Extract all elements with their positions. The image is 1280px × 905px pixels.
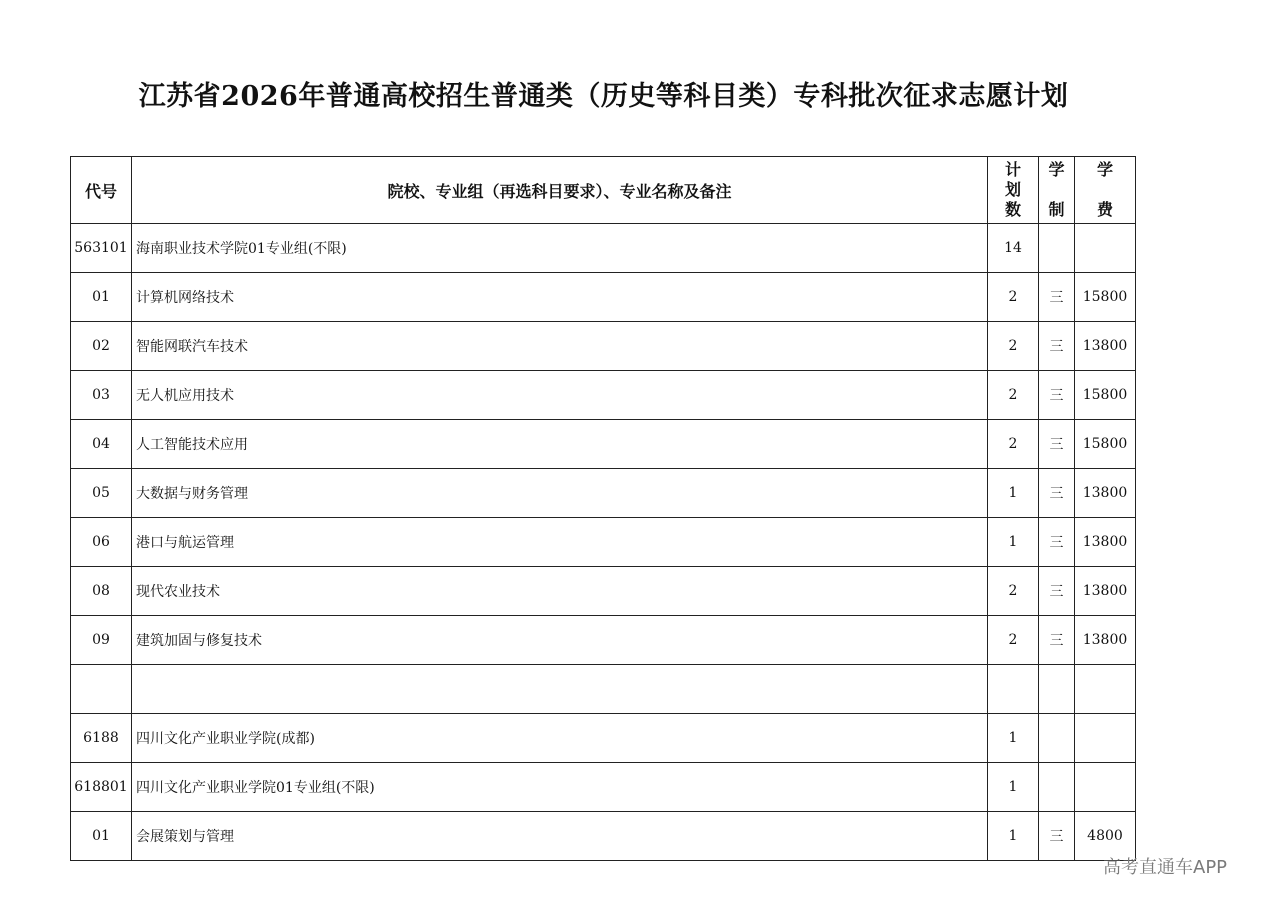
cell-duration: 三 [1039,322,1075,371]
cell-plan: 14 [988,224,1039,273]
plan-table [70,156,1136,861]
table-row [71,420,1136,469]
header-name: 院校、专业组（再选科目要求）、专业名称及备注 [132,157,988,224]
cell-duration [1039,224,1075,273]
header-duration-char: 制 [1048,200,1065,219]
cell-fee [1075,224,1136,273]
cell-code: 618801 [71,763,132,812]
cell-duration: 三 [1039,273,1075,322]
cell-fee: 13800 [1075,469,1136,518]
watermark: 高考直通车APP [1103,857,1228,878]
cell-fee: 15800 [1075,273,1136,322]
cell-duration [1039,763,1075,812]
page-title: 江苏省2026年普通高校招生普通类（历史等科目类）专科批次征求志愿计划 [138,81,1069,112]
cell-plan: 1 [988,812,1039,861]
table-row [71,273,1136,322]
cell-name: 无人机应用技术 [132,371,988,420]
cell-fee: 13800 [1075,567,1136,616]
header-duration [1039,157,1075,224]
table-row [71,469,1136,518]
cell-name: 大数据与财务管理 [132,469,988,518]
cell-code: 08 [71,567,132,616]
cell-code [71,665,132,714]
table-row [71,714,1136,763]
cell-plan: 2 [988,567,1039,616]
table-row [71,763,1136,812]
header-fee [1075,157,1136,224]
cell-name: 港口与航运管理 [132,518,988,567]
cell-name: 现代农业技术 [132,567,988,616]
cell-fee: 13800 [1075,518,1136,567]
cell-plan: 2 [988,273,1039,322]
cell-name: 计算机网络技术 [132,273,988,322]
cell-name: 智能网联汽车技术 [132,322,988,371]
table-row [71,224,1136,273]
cell-plan: 2 [988,420,1039,469]
cell-plan: 2 [988,371,1039,420]
table-row [71,322,1136,371]
cell-name: 四川文化产业职业学院01专业组(不限) [132,763,988,812]
cell-fee: 4800 [1075,812,1136,861]
table-header-row [71,157,1136,224]
cell-fee [1075,665,1136,714]
table-row [71,812,1136,861]
cell-plan: 1 [988,763,1039,812]
cell-duration: 三 [1039,420,1075,469]
cell-name: 人工智能技术应用 [132,420,988,469]
cell-plan: 1 [988,469,1039,518]
cell-name: 海南职业技术学院01专业组(不限) [132,224,988,273]
cell-code: 563101 [71,224,132,273]
cell-name: 会展策划与管理 [132,812,988,861]
cell-code: 6188 [71,714,132,763]
header-fee-char: 费 [1096,200,1113,219]
cell-name: 建筑加固与修复技术 [132,616,988,665]
cell-duration: 三 [1039,371,1075,420]
table-row [71,616,1136,665]
header-duration-char: 学 [1048,160,1065,179]
cell-plan: 1 [988,518,1039,567]
table-row [71,371,1136,420]
cell-duration [1039,714,1075,763]
cell-duration: 三 [1039,812,1075,861]
header-plan-char: 数 [1004,200,1021,219]
cell-plan: 1 [988,714,1039,763]
cell-fee: 13800 [1075,322,1136,371]
cell-code: 01 [71,812,132,861]
cell-plan [988,665,1039,714]
cell-code: 06 [71,518,132,567]
cell-duration [1039,665,1075,714]
cell-duration: 三 [1039,616,1075,665]
cell-duration: 三 [1039,567,1075,616]
header-plan-char: 划 [1004,180,1021,199]
cell-fee: 15800 [1075,420,1136,469]
cell-code: 04 [71,420,132,469]
cell-fee: 13800 [1075,616,1136,665]
header-code: 代号 [71,157,132,224]
header-plan [988,157,1039,224]
table-row [71,567,1136,616]
cell-code: 02 [71,322,132,371]
cell-duration: 三 [1039,518,1075,567]
cell-name: 四川文化产业职业学院(成都) [132,714,988,763]
cell-fee [1075,714,1136,763]
table-row [71,518,1136,567]
table-row [71,665,1136,714]
header-fee-char: 学 [1096,160,1113,179]
cell-plan: 2 [988,322,1039,371]
cell-name [132,665,988,714]
cell-code: 03 [71,371,132,420]
cell-plan: 2 [988,616,1039,665]
cell-fee: 15800 [1075,371,1136,420]
cell-fee [1075,763,1136,812]
cell-duration: 三 [1039,469,1075,518]
cell-code: 01 [71,273,132,322]
cell-code: 05 [71,469,132,518]
header-plan-char: 计 [1004,160,1021,179]
cell-code: 09 [71,616,132,665]
